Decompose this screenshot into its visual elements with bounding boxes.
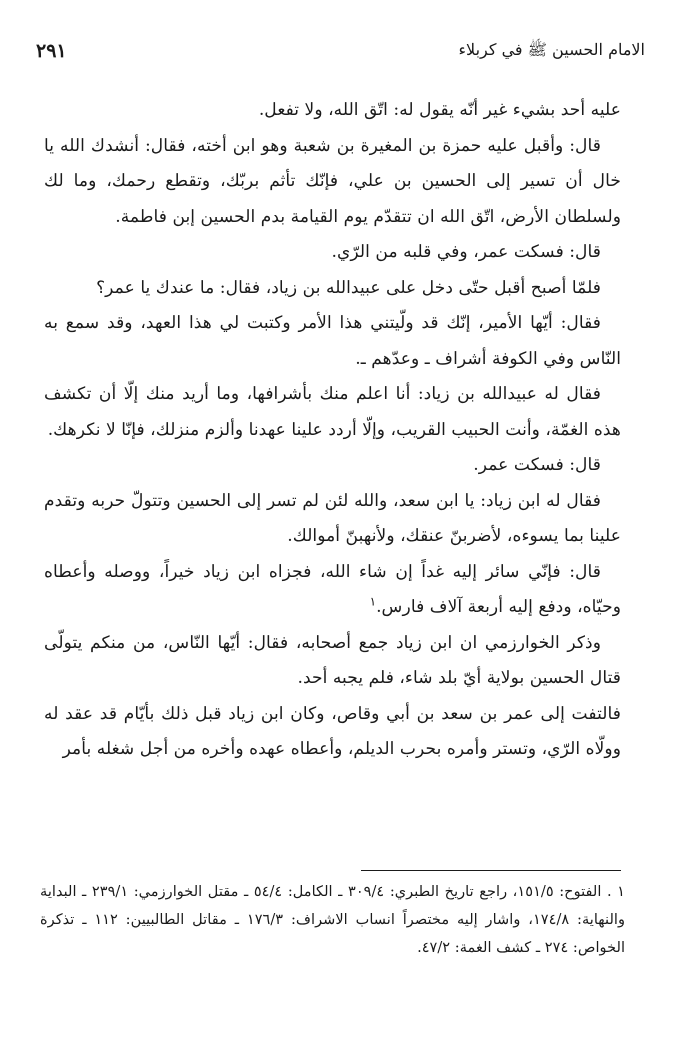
paragraph xyxy=(44,377,621,448)
footnote-text: ١ . الفتوح: ١٥١/٥، راجع تاريخ الطبري: ٣٠٩/٤ ـ الكامل: ٥٤/٤ ـ مقتل الخوارزمي: ٢٣٩/١ ـ البداية والنهاية: ١٧٤/٨، واشار إليه مختصراً انساب الاشراف: ١٧٦/٣ ـ مقاتل الطالبيين: ١١٢ ـ تذكرة الخواص: ٢٧٤ ـ كشف الغمة: ٤٧/٢. xyxy=(40,883,625,956)
paragraph-text: قال: فإنّي سائر إليه غداً إن شاء الله، فجزاه ابن زياد خيراً، ووصله وأعطاه وحيّاه، ودفع إليه أربعة آلاف فارس. xyxy=(44,561,621,617)
body-text xyxy=(44,93,621,768)
paragraph xyxy=(44,129,621,236)
footnotes xyxy=(40,878,625,962)
page-header xyxy=(36,36,645,66)
footnote-divider xyxy=(361,870,621,871)
paragraph-text: قال: وأقبل عليه حمزة بن المغيرة بن شعبة وهو ابن أخته، فقال: أنشدك الله يا خال أن تسير إلى الحسين بن علي، فإنّك تأثم بربّك، وتقطع رحمك، وما لك ولسلطان الأرض، اتّق الله ان تتقدّم يوم القيامة بدم الحسين إبن فاطمة. xyxy=(44,135,621,227)
paragraph-text: فقال له عبيدالله بن زياد: أنا اعلم منك بأشرافها، وما أريد منك إلّا أن تكشف هذه الغمّة، وأنت الحبيب القريب، وإلّا أردد علينا عهدنا وألزم منزلك، فإنّا لا نكرهك. xyxy=(44,384,621,440)
paragraph-text: وذكر الخوارزمي ان ابن زياد جمع أصحابه، فقال: أيّها النّاس، من منكم يتولّى قتال الحسين بولاية أيّ بلد شاء، فلم يجبه أحد. xyxy=(44,632,621,688)
running-title: الامام الحسين ﷺ في كربلاء xyxy=(458,39,645,59)
paragraph xyxy=(44,484,621,555)
paragraph xyxy=(44,555,621,626)
paragraph xyxy=(44,448,621,484)
page-number: ٢٩١ xyxy=(36,40,67,62)
paragraph xyxy=(44,306,621,377)
paragraph xyxy=(44,93,621,129)
paragraph-text: قال: فسكت عمر، وفي قلبه من الرّي. xyxy=(331,242,601,262)
paragraph-text: عليه أحد بشيء غير أنّه يقول له: اتّق الله، ولا تفعل. xyxy=(258,100,621,120)
paragraph-text: فقال له ابن زياد: يا ابن سعد، والله لئن لم تسر إلى الحسين وتتولّ حربه وتقدم علينا بما يسوءه، لأضربنّ عنقك، ولأنهبنّ أموالك. xyxy=(44,490,621,546)
paragraph xyxy=(44,697,621,768)
paragraph xyxy=(44,626,621,697)
paragraph xyxy=(44,235,621,271)
paragraph xyxy=(44,271,621,307)
paragraph-text: فلمّا أصبح أقبل حتّى دخل على عبيدالله بن زياد، فقال: ما عندك يا عمر؟ xyxy=(96,277,601,298)
footnote-reference[interactable]: ١ xyxy=(369,594,377,609)
paragraph-text: فالتفت إلى عمر بن سعد بن أبي وقاص، وكان ابن زياد قبل ذلك بأيّام قد عقد له وولّاه الرّي، وتستر وأمره بحرب الديلم، وأعطاه عهده وأخره من أجل شغله بأمر xyxy=(44,703,621,759)
paragraph-text: فقال: أيّها الأمير، إنّك قد ولّيتني هذا الأمر وكتبت لي هذا العهد، وقد سمع به النّاس وفي الكوفة أشراف ـ وعدّهم ـ. xyxy=(44,313,621,369)
paragraph-text: قال: فسكت عمر. xyxy=(473,455,601,475)
